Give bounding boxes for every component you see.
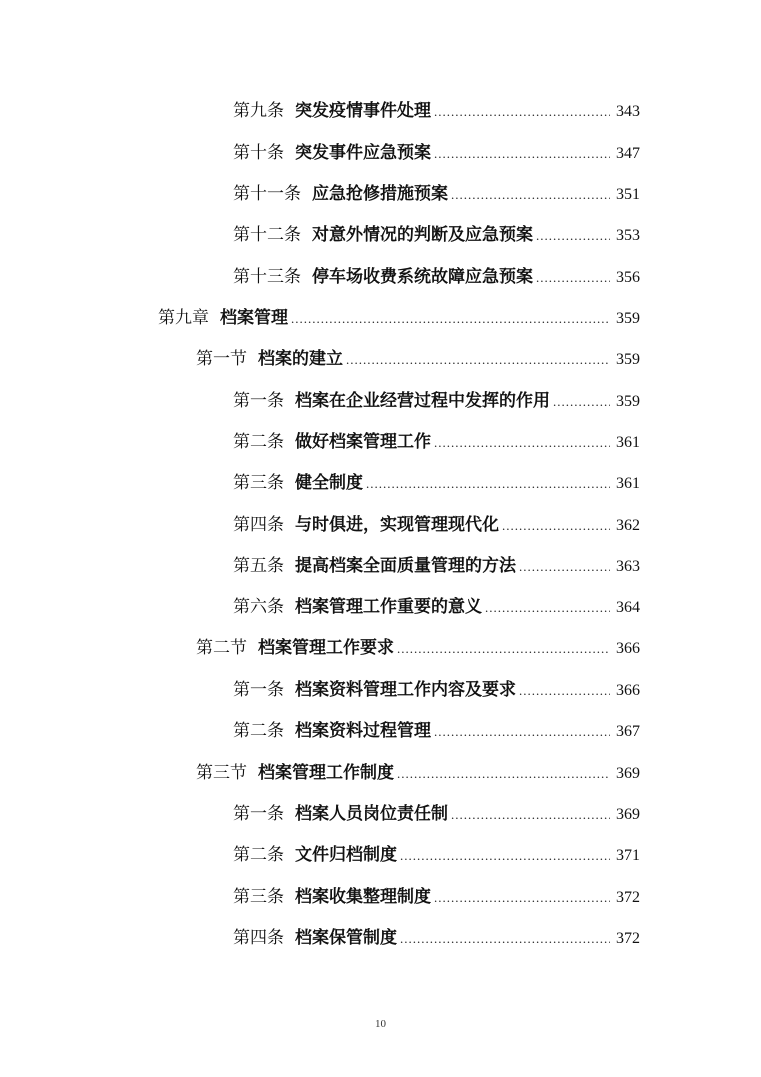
toc-entry	[233, 468, 640, 498]
toc-entry-page: 356	[616, 269, 640, 286]
toc-entry-title: 应急抢修措施预案	[312, 184, 448, 204]
toc-entry	[233, 675, 640, 705]
toc-dot-leader	[519, 552, 610, 582]
toc-entry	[233, 923, 640, 953]
toc-entry-number: 第二条	[233, 845, 284, 865]
toc-dot-leader	[519, 676, 610, 706]
toc-entry-number: 第一节	[196, 349, 247, 369]
toc-entry-title: 档案管理工作制度	[258, 763, 394, 783]
toc-entry-page: 351	[616, 186, 640, 203]
toc-entry-number: 第一条	[233, 680, 284, 700]
toc-entry-page: 371	[616, 847, 640, 864]
toc-entry-number: 第十二条	[233, 225, 301, 245]
toc-dot-leader	[451, 180, 610, 210]
toc-dot-leader	[397, 634, 610, 664]
toc-chapter-entry	[158, 303, 640, 333]
toc-entry	[233, 799, 640, 829]
toc-entry-title: 突发疫情事件处理	[295, 101, 431, 121]
toc-entry-page: 343	[616, 103, 640, 120]
toc-entry-page: 353	[616, 227, 640, 244]
toc-entry-page: 369	[616, 765, 640, 782]
toc-entry-number: 第三节	[196, 763, 247, 783]
toc-entry-title: 文件归档制度	[295, 845, 397, 865]
toc-entry-title: 停车场收费系统故障应急预案	[312, 267, 533, 287]
toc-entry-number: 第四条	[233, 928, 284, 948]
toc-section-entry	[196, 758, 640, 788]
toc-entry-page: 361	[616, 475, 640, 492]
toc-dot-leader	[400, 841, 610, 871]
toc-entry	[233, 716, 640, 746]
toc-dot-leader	[451, 800, 610, 830]
toc-entry-title: 档案收集整理制度	[295, 887, 431, 907]
toc-entry-page: 372	[616, 930, 640, 947]
toc-dot-leader	[434, 883, 610, 913]
toc-entry	[233, 882, 640, 912]
toc-entry-title: 档案保管制度	[295, 928, 397, 948]
toc-entry-page: 363	[616, 558, 640, 575]
toc-dot-leader	[291, 304, 610, 334]
toc-entry-page: 359	[616, 310, 640, 327]
toc-entry-page: 347	[616, 145, 640, 162]
toc-entry-page: 367	[616, 723, 640, 740]
toc-entry-title: 档案的建立	[258, 349, 343, 369]
toc-entry-number: 第一条	[233, 391, 284, 411]
toc-dot-leader	[366, 469, 610, 499]
toc-entry-page: 364	[616, 599, 640, 616]
toc-entry-title: 对意外情况的判断及应急预案	[312, 225, 533, 245]
toc-entry-number: 第五条	[233, 556, 284, 576]
toc-entry-number: 第三条	[233, 473, 284, 493]
toc-entry-title: 档案管理工作重要的意义	[295, 597, 482, 617]
toc-dot-leader	[434, 428, 610, 458]
toc-entry-title: 档案资料管理工作内容及要求	[295, 680, 516, 700]
toc-dot-leader	[553, 387, 610, 417]
toc-dot-leader	[434, 717, 610, 747]
toc-entry	[233, 138, 640, 168]
toc-dot-leader	[397, 759, 610, 789]
toc-entry-number: 第九条	[233, 101, 284, 121]
toc-entry-title: 做好档案管理工作	[295, 432, 431, 452]
toc-entry-number: 第十一条	[233, 184, 301, 204]
toc-entry-number: 第四条	[233, 515, 284, 535]
toc-entry	[233, 427, 640, 457]
toc-dot-leader	[485, 593, 610, 623]
toc-entry-page: 366	[616, 682, 640, 699]
toc-entry-title: 提高档案全面质量管理的方法	[295, 556, 516, 576]
toc-entry-title: 突发事件应急预案	[295, 143, 431, 163]
toc-entry-number: 第九章	[158, 308, 209, 328]
toc-entry	[233, 840, 640, 870]
toc-entry	[233, 262, 640, 292]
toc-entry-page: 359	[616, 351, 640, 368]
toc-entry-title: 档案人员岗位责任制	[295, 804, 448, 824]
toc-entry-title: 健全制度	[295, 473, 363, 493]
toc-entry-page: 366	[616, 640, 640, 657]
toc-entry	[233, 386, 640, 416]
toc-entry-page: 361	[616, 434, 640, 451]
toc-entry	[233, 179, 640, 209]
toc-entry	[233, 510, 640, 540]
toc-dot-leader	[346, 345, 610, 375]
toc-section-entry	[196, 344, 640, 374]
toc-entry-number: 第一条	[233, 804, 284, 824]
toc-entry	[233, 551, 640, 581]
toc-entry-title: 与时俱进，实现管理现代化	[295, 515, 499, 535]
toc-entry-number: 第二条	[233, 432, 284, 452]
toc-entry-page: 362	[616, 517, 640, 534]
toc-entry-title: 档案管理	[220, 308, 288, 328]
toc-entry-number: 第六条	[233, 597, 284, 617]
toc-entry-title: 档案资料过程管理	[295, 721, 431, 741]
toc-entry-number: 第三条	[233, 887, 284, 907]
toc-entry	[233, 96, 640, 126]
toc-entry-page: 369	[616, 806, 640, 823]
toc-dot-leader	[434, 139, 610, 169]
toc-entry-page: 372	[616, 889, 640, 906]
toc-entry	[233, 220, 640, 250]
toc-entry	[233, 592, 640, 622]
toc-entry-title: 档案管理工作要求	[258, 638, 394, 658]
toc-entry-page: 359	[616, 393, 640, 410]
page-number: 10	[375, 1018, 386, 1030]
toc-entry-title: 档案在企业经营过程中发挥的作用	[295, 391, 550, 411]
toc-entry-number: 第二节	[196, 638, 247, 658]
toc-dot-leader	[536, 221, 610, 251]
toc-section-entry	[196, 633, 640, 663]
toc-dot-leader	[434, 97, 610, 127]
toc-dot-leader	[400, 924, 610, 954]
toc-entry-number: 第十条	[233, 143, 284, 163]
toc-entry-number: 第十三条	[233, 267, 301, 287]
toc-entry-number: 第二条	[233, 721, 284, 741]
toc-dot-leader	[536, 263, 610, 293]
toc-dot-leader	[502, 511, 610, 541]
